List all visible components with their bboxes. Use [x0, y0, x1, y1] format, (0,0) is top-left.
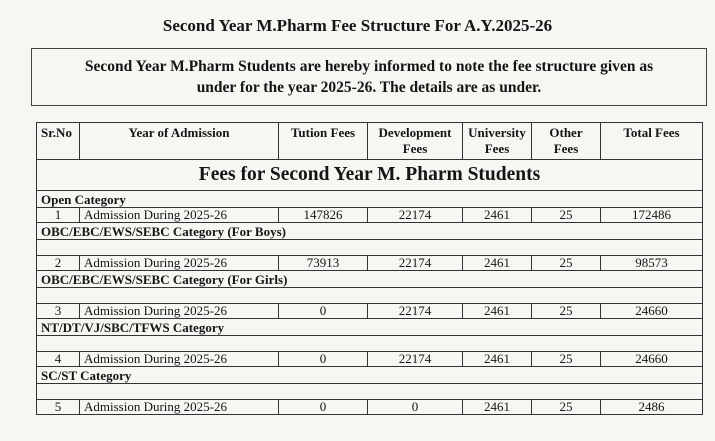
- spacer-row: [37, 384, 703, 400]
- category-nt-dt: NT/DT/VJ/SBC/TFWS Category: [37, 319, 703, 336]
- cell-development: 22174: [368, 256, 463, 271]
- cell-tution: 0: [279, 352, 368, 367]
- cell-university: 2461: [463, 352, 532, 367]
- header-other-line-2: Fees: [553, 141, 579, 156]
- cell-year: Admission During 2025-26: [80, 352, 279, 367]
- cell-development: 0: [368, 400, 463, 415]
- category-sc-st: SC/ST Category: [37, 367, 703, 384]
- header-row: [37, 123, 703, 160]
- category-open: Open Category: [37, 191, 703, 208]
- cell-development: 22174: [368, 304, 463, 319]
- cell-other: 25: [532, 256, 601, 271]
- category-row: [37, 319, 703, 336]
- category-obc-boys: OBC/EBC/EWS/SEBC Category (For Boys): [37, 223, 703, 240]
- header-university-line-2: Fees: [484, 141, 510, 156]
- category-row: [37, 223, 703, 240]
- cell-other: 25: [532, 208, 601, 223]
- cell-tution: 73913: [279, 256, 368, 271]
- notice-box: [31, 48, 707, 106]
- cell-university: 2461: [463, 256, 532, 271]
- page-title: Second Year M.Pharm Fee Structure For A.Y.2025-26: [162, 16, 553, 35]
- header-tution-fees: Tution Fees: [279, 123, 368, 160]
- notice-line-1: Second Year M.Pharm Students are hereby informed to note the fee structure given as: [84, 58, 654, 75]
- header-other-fees: [532, 123, 601, 160]
- cell-total: 98573: [601, 256, 703, 271]
- cell-total: 24660: [601, 304, 703, 319]
- header-sr-no: Sr.No: [37, 123, 80, 160]
- cell-tution: 0: [279, 304, 368, 319]
- category-obc-girls: OBC/EBC/EWS/SEBC Category (For Girls): [37, 271, 703, 288]
- cell-total: 172486: [601, 208, 703, 223]
- category-row: [37, 271, 703, 288]
- table-row: [37, 256, 703, 271]
- section-title: Fees for Second Year M. Pharm Students: [37, 160, 703, 191]
- notice-line-2: under for the year 2025-26. The details are as under.: [196, 79, 542, 96]
- cell-year: Admission During 2025-26: [80, 304, 279, 319]
- cell-year: Admission During 2025-26: [80, 256, 279, 271]
- cell-total: 2486: [601, 400, 703, 415]
- header-development-fees: [368, 123, 463, 160]
- spacer-row: [37, 288, 703, 304]
- cell-development: 22174: [368, 208, 463, 223]
- spacer-row: [37, 240, 703, 256]
- cell-sr: 2: [37, 256, 80, 271]
- cell-tution: 0: [279, 400, 368, 415]
- header-development-line-2: Fees: [402, 141, 428, 156]
- cell-other: 25: [532, 304, 601, 319]
- table-row: [37, 352, 703, 367]
- header-total-fees: Total Fees: [601, 123, 703, 160]
- cell-total: 24660: [601, 352, 703, 367]
- cell-other: 25: [532, 352, 601, 367]
- cell-development: 22174: [368, 352, 463, 367]
- table-row: [37, 304, 703, 319]
- header-other-line-1: Other: [549, 125, 583, 140]
- cell-other: 25: [532, 400, 601, 415]
- category-row: [37, 191, 703, 208]
- cell-year: Admission During 2025-26: [80, 208, 279, 223]
- header-university-line-1: University: [468, 125, 526, 140]
- cell-sr: 3: [37, 304, 80, 319]
- spacer-row: [37, 336, 703, 352]
- cell-sr: 5: [37, 400, 80, 415]
- cell-university: 2461: [463, 304, 532, 319]
- cell-tution: 147826: [279, 208, 368, 223]
- header-university-fees: [463, 123, 532, 160]
- cell-sr: 4: [37, 352, 80, 367]
- fee-table: [36, 122, 703, 415]
- cell-university: 2461: [463, 208, 532, 223]
- header-development-line-1: Development: [378, 125, 452, 140]
- table-row: [37, 208, 703, 223]
- section-title-row: [37, 160, 703, 191]
- cell-sr: 1: [37, 208, 80, 223]
- header-year-of-admission: Year of Admission: [80, 123, 279, 160]
- table-row: [37, 400, 703, 415]
- cell-university: 2461: [463, 400, 532, 415]
- cell-year: Admission During 2025-26: [80, 400, 279, 415]
- category-row: [37, 367, 703, 384]
